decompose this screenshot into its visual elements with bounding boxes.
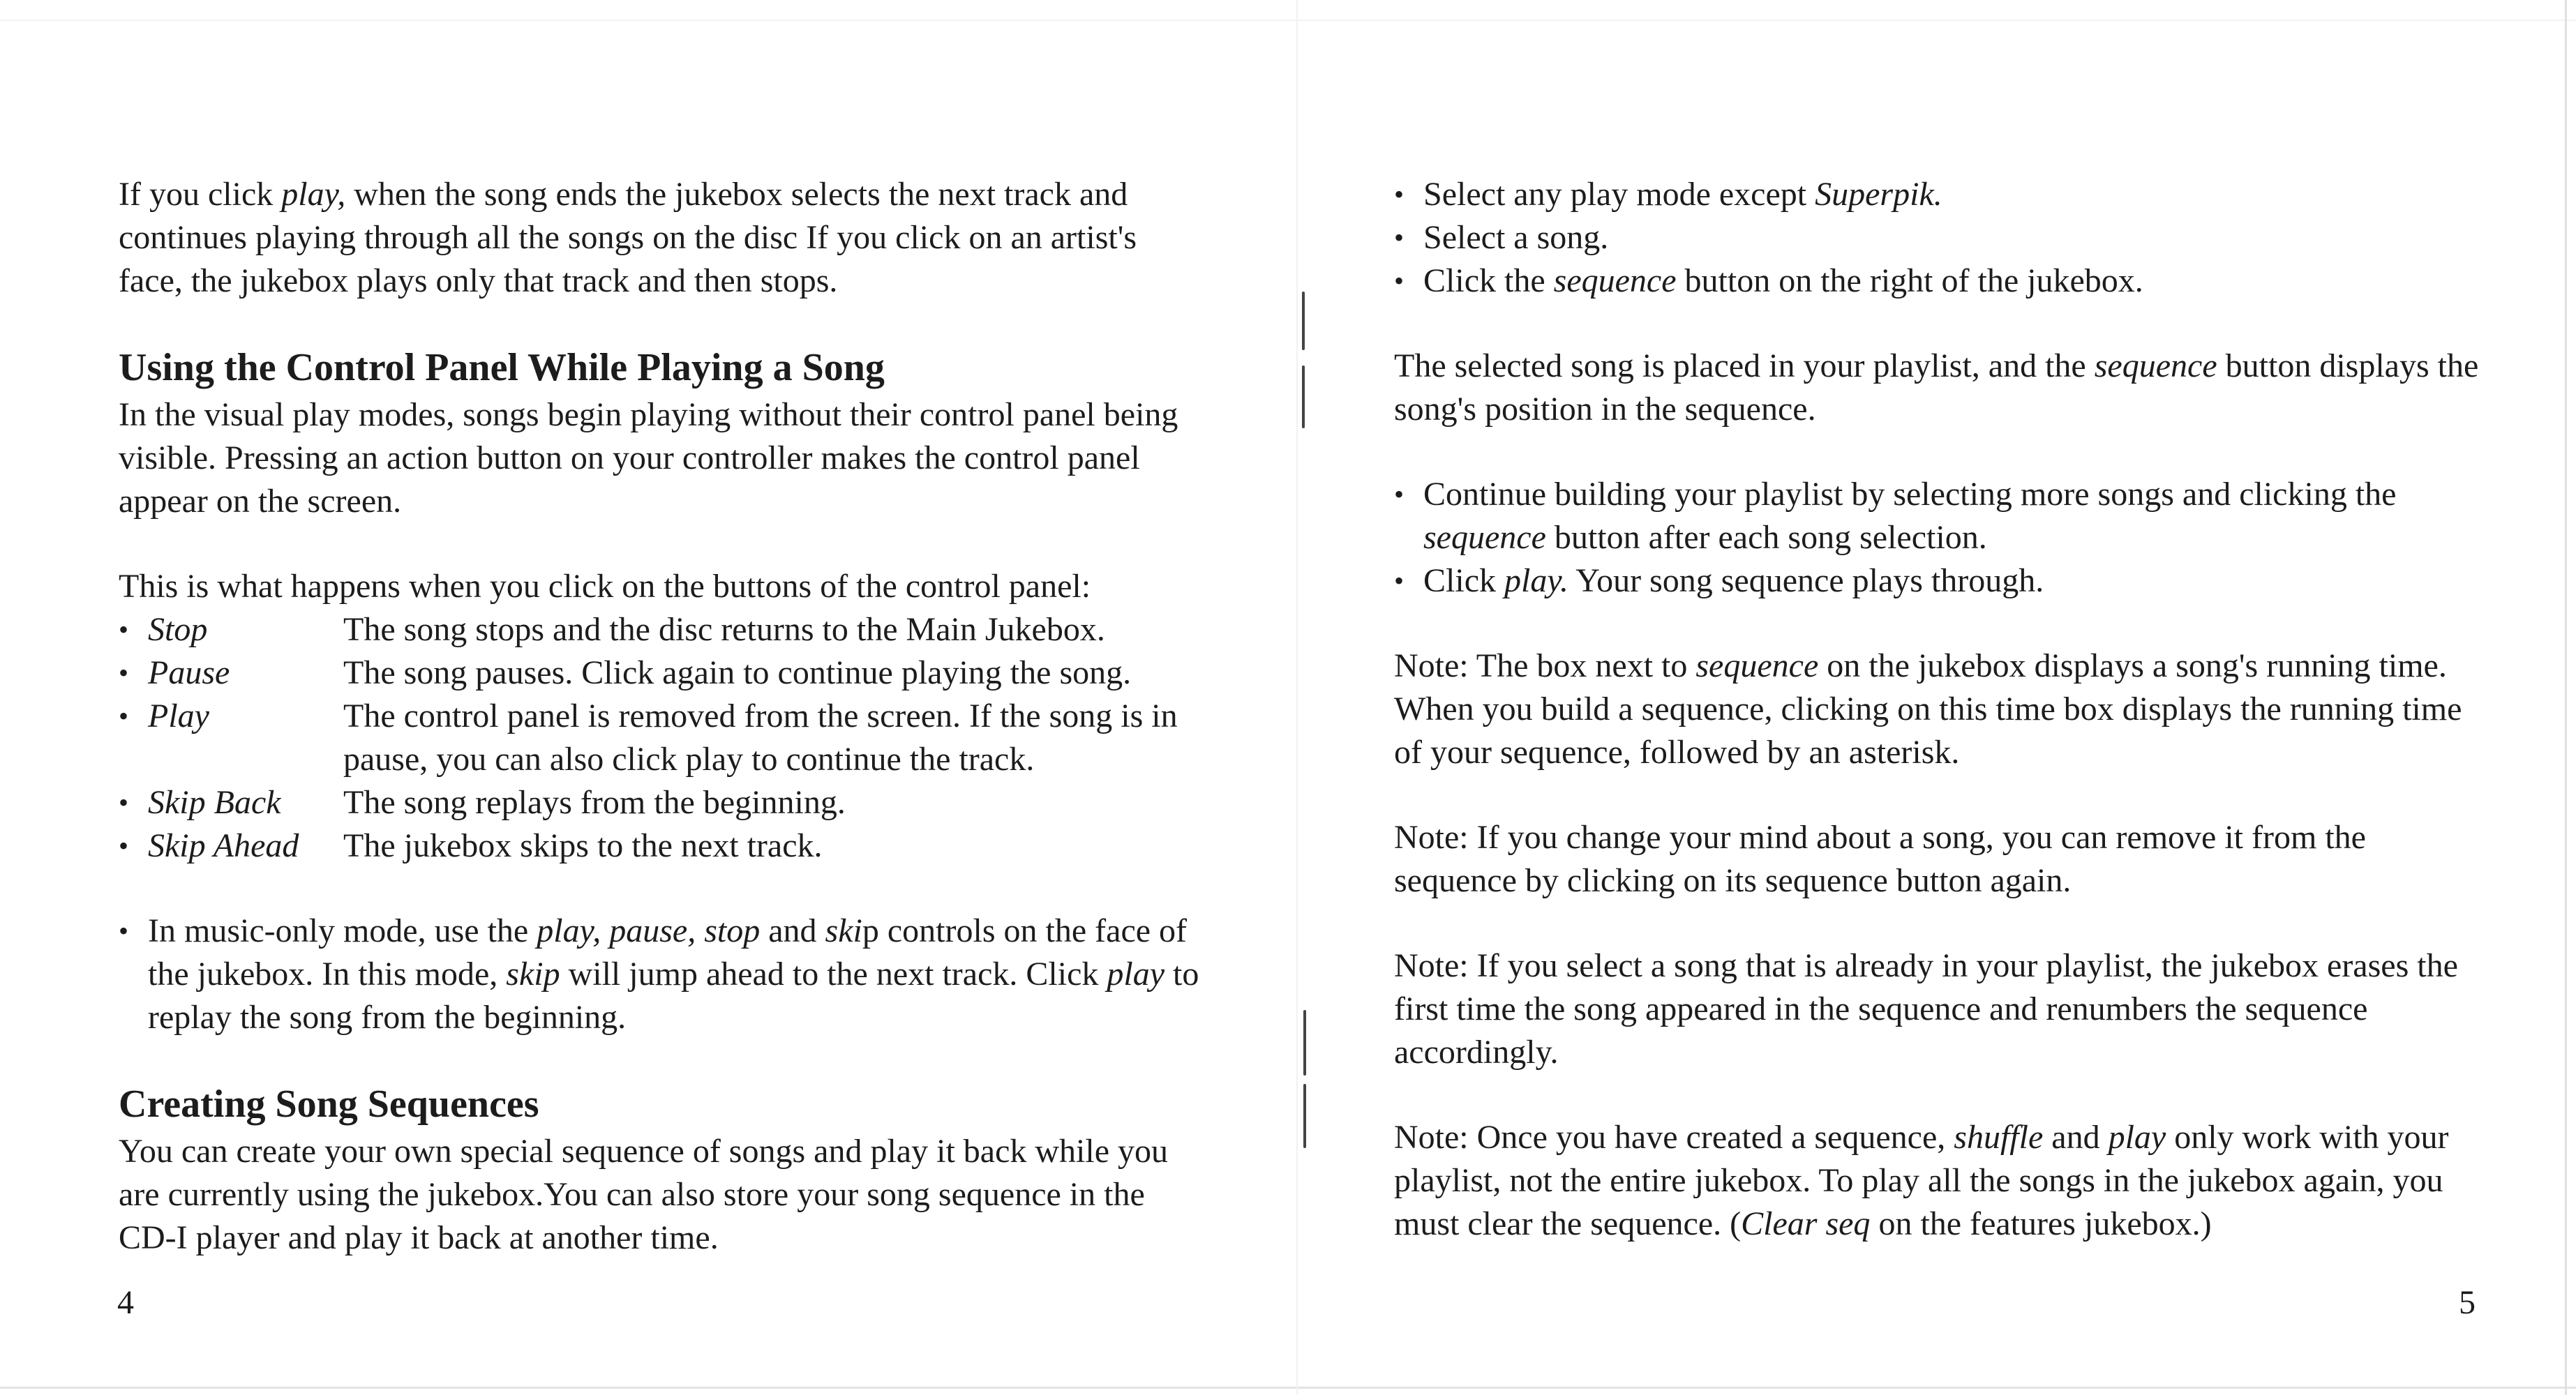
control-description: The song replays from the beginning. bbox=[343, 784, 846, 821]
section-paragraph: In the visual play modes, songs begin playing without their control panel being visible. Pressing an action button on your controller makes the control panel appear on the screen. bbox=[119, 396, 1178, 520]
control-label: • Pause bbox=[119, 651, 343, 695]
text-run: sequence bbox=[1695, 647, 1819, 684]
text-run: button after each song selection. bbox=[1545, 519, 1987, 556]
control-row bbox=[119, 608, 1207, 651]
text-run: sequence bbox=[2094, 347, 2217, 384]
intro-paragraph bbox=[119, 173, 1207, 303]
section-heading: Using the Control Panel While Playing a Song bbox=[119, 346, 885, 389]
text-run: to replay the song from the beginning. bbox=[148, 956, 1199, 1036]
playlist-paragraph bbox=[1394, 345, 2483, 431]
text-run: play, pause, stop bbox=[537, 912, 761, 949]
text-run: Continue building your playlist by selecting more songs and clicking the bbox=[1423, 476, 2397, 513]
sequence-steps-list bbox=[1394, 173, 2483, 303]
text-run: Select any play mode except bbox=[1423, 176, 1815, 213]
text-run: skip bbox=[506, 956, 560, 993]
text-run: on the jukebox displays a song's running time. When you build a sequence, clicking on this time box displays the running time of your sequence, followed by an asterisk. bbox=[1394, 647, 2462, 771]
text-run: Clear seq bbox=[1741, 1205, 1871, 1242]
page-number: 5 bbox=[2459, 1284, 2476, 1321]
text-run: and bbox=[2043, 1119, 2109, 1156]
control-label: • Play bbox=[119, 695, 343, 781]
control-description: The control panel is removed from the screen. If the song is in pause, you can also click play to continue the track. bbox=[343, 698, 1178, 778]
control-description: The jukebox skips to the next track. bbox=[343, 827, 823, 864]
list-item bbox=[1394, 559, 2483, 603]
text-run: on the features jukebox.) bbox=[1870, 1205, 2212, 1242]
control-row bbox=[119, 824, 1207, 868]
music-only-list bbox=[119, 910, 1207, 1039]
text-run: button on the right of the jukebox. bbox=[1676, 262, 2143, 299]
left-column bbox=[119, 173, 1207, 1260]
text-run: will jump ahead to the next track. Click bbox=[560, 956, 1107, 993]
control-description: The song pauses. Click again to continue playing the song. bbox=[343, 654, 1132, 691]
right-page bbox=[1298, 0, 2576, 1395]
note-paragraph bbox=[1394, 1116, 2483, 1246]
control-button-list bbox=[119, 608, 1207, 868]
text-run: play bbox=[1107, 956, 1165, 993]
note-paragraph bbox=[1394, 644, 2483, 774]
sequence-steps-list bbox=[1394, 473, 2483, 603]
text-run: button displays the song's position in the sequence. bbox=[1394, 347, 2479, 428]
control-label: • Stop bbox=[119, 608, 343, 651]
text-run: Superpik. bbox=[1815, 176, 1942, 213]
text-run: play bbox=[2108, 1119, 2166, 1156]
text-run: and bbox=[760, 912, 825, 949]
text-run: ski bbox=[825, 912, 862, 949]
text-run: shuffle bbox=[1954, 1119, 2044, 1156]
text-run: sequence bbox=[1423, 519, 1546, 556]
text-run: In music-only mode, use the bbox=[148, 912, 537, 949]
page-number: 4 bbox=[117, 1284, 134, 1321]
list-item bbox=[1394, 259, 2483, 303]
right-column bbox=[1394, 173, 2483, 1246]
control-label: • Skip Back bbox=[119, 781, 343, 824]
note-paragraph: Note: If you select a song that is already in your playlist, the jukebox erases the first time the song appeared in the sequence and renumbers the sequence accordingly. bbox=[1394, 947, 2458, 1071]
list-item bbox=[1394, 473, 2483, 559]
text-run: Note: Once you have created a sequence, bbox=[1394, 1119, 1954, 1156]
text-run: when the song ends the jukebox selects the next track and continues playing through all the songs on the disc If you click on an artist's face, the jukebox plays only that track and then stops. bbox=[119, 176, 1137, 299]
list-item bbox=[1394, 173, 2483, 216]
text-run: sequence bbox=[1553, 262, 1677, 299]
text-run: play, bbox=[281, 176, 346, 213]
control-label: • Skip Ahead bbox=[119, 824, 343, 868]
text-run: Click the bbox=[1423, 262, 1554, 299]
list-item: • Select a song. bbox=[1394, 216, 2483, 259]
text-run: Note: The box next to bbox=[1394, 647, 1696, 684]
text-run: The selected song is placed in your playlist, and the bbox=[1394, 347, 2095, 384]
section-heading: Creating Song Sequences bbox=[119, 1083, 539, 1126]
control-row bbox=[119, 651, 1207, 695]
controls-intro: This is what happens when you click on the buttons of the control panel: bbox=[119, 568, 1091, 605]
section-paragraph: You can create your own special sequence of songs and play it back while you are currently using the jukebox.You can also store your song sequence in the CD-I player and play it back at another time. bbox=[119, 1133, 1169, 1256]
text-run: play. bbox=[1504, 562, 1568, 599]
list-item bbox=[119, 910, 1207, 1039]
note-paragraph: Note: If you change your mind about a song, you can remove it from the sequence by clicking on its sequence button again. bbox=[1394, 819, 2366, 899]
text-run: If you click bbox=[119, 176, 282, 213]
text-run: only work with your playlist, not the entire jukebox. To play all the songs in the jukebox again, you must clear the sequence. ( bbox=[1394, 1119, 2449, 1242]
control-row bbox=[119, 695, 1207, 781]
text-run: Click bbox=[1423, 562, 1504, 599]
text-run: Your song sequence plays through. bbox=[1568, 562, 2044, 599]
text-run: p controls on the face of the jukebox. In this mode, bbox=[148, 912, 1188, 993]
control-description: The song stops and the disc returns to the Main Jukebox. bbox=[343, 611, 1105, 648]
control-row bbox=[119, 781, 1207, 824]
